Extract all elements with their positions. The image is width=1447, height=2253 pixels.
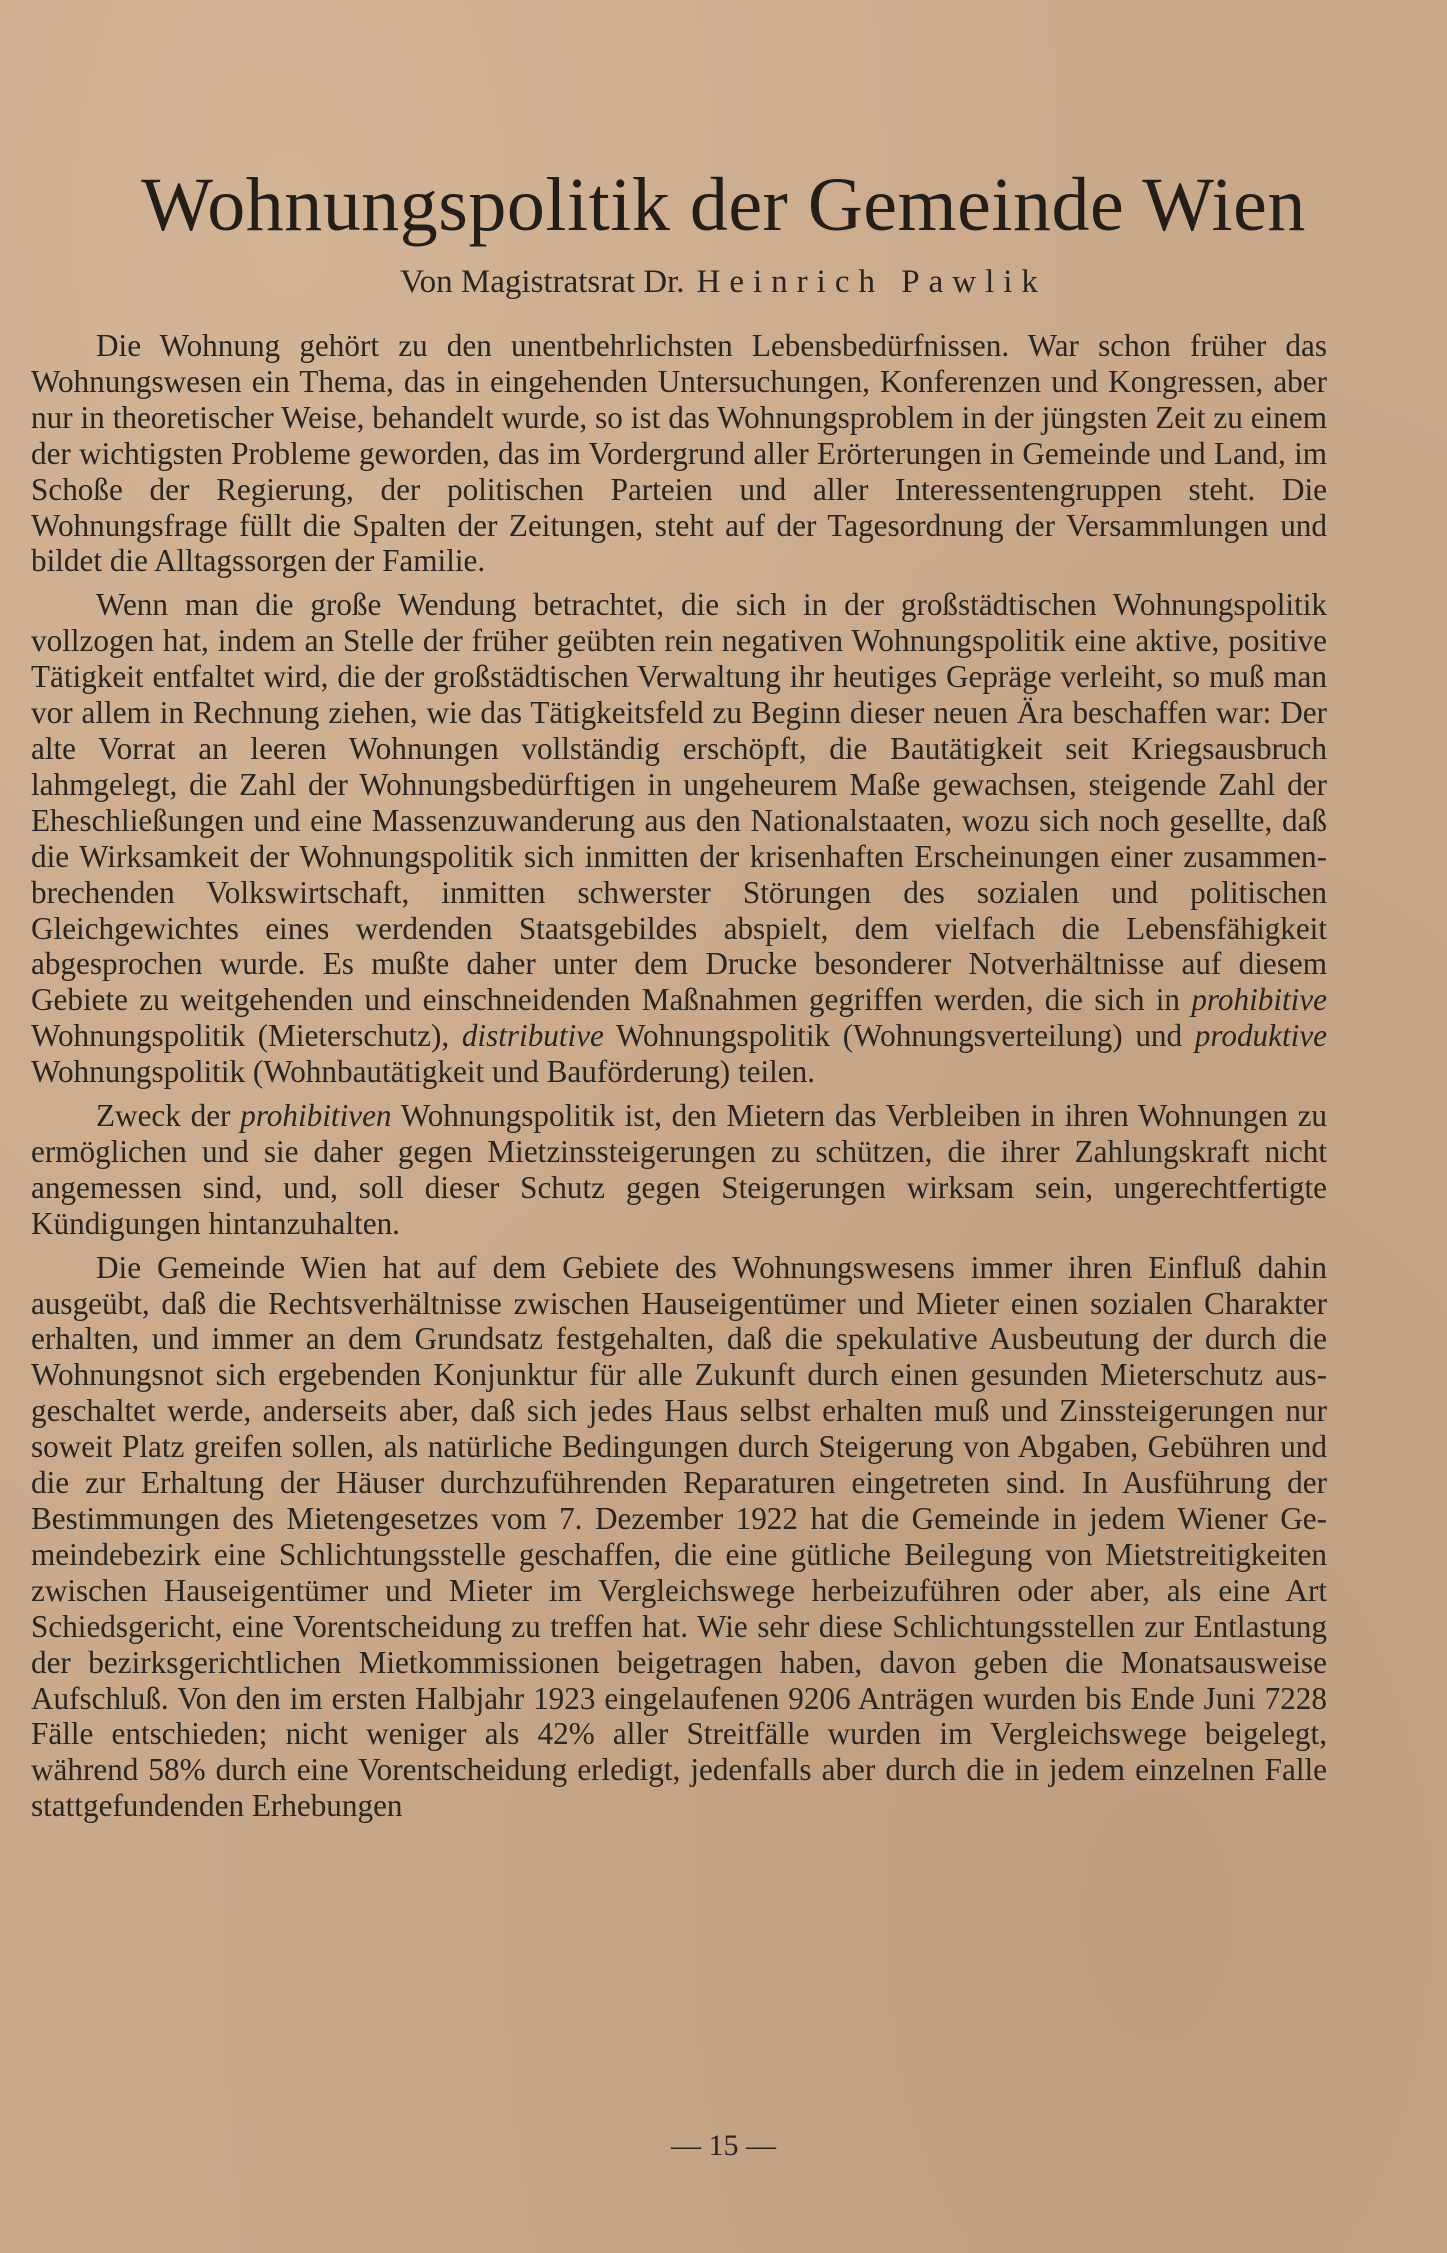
paragraph-1: Die Wohnung gehört zu den unentbehrlichsten Lebensbedürfnissen. War schon früher das Wohnungswesen ein Thema, das in eingehenden Untersuchungen, Konferenzen und Kongressen, aber nur in theoretischer Weise, behandelt wurde, so ist das Wohnungsproblem in der jüngsten Zeit zu einem der wichtigsten Probleme geworden, das im Vordergrund aller Erörterungen in Gemeinde und Land, im Schoße der Regierung, der politischen Parteien und aller Interessentengruppen steht. Die Wohnungsfrage füllt die Spalten der Zeitungen, steht auf der Tagesordnung der Versammlungen und bildet die Alltagssorgen der Familie.	[31, 328, 1327, 579]
paragraph-2	[31, 587, 1327, 1090]
emphasis-distributive: distributive	[461, 1018, 604, 1054]
paragraph-3-text-a: Zweck der	[96, 1098, 231, 1134]
paragraph-3-text-b: Wohnungspolitik ist, den Mietern das Verbleiben in ihren Wohnungen zu ermöglichen und sie daher gegen Mietzinssteigerungen zu schützen, die ihrer Zahlungskraft nicht angemessen sind, und, soll dieser Schutz gegen Steigerungen wirksam sein, ungerechtfertigte Kündigungen hintanzuhalten.	[31, 1098, 1328, 1241]
article-body	[31, 328, 1327, 1832]
page-number: — 15 —	[671, 2129, 776, 2162]
byline-prefix: Von Magistratsrat Dr.	[400, 264, 685, 300]
paragraph-2-text-d: Wohnungspolitik (Wohnbautätigkeit und Bauförderung) teilen.	[31, 1054, 816, 1090]
article-title: Wohnungspolitik der Gemeinde Wien	[141, 163, 1306, 247]
emphasis-prohibitive: prohibitive	[1191, 982, 1328, 1018]
emphasis-produktive: produktive	[1194, 1018, 1328, 1054]
paragraph-4: Die Gemeinde Wien hat auf dem Gebiete des Wohnungswesens immer ihren Einfluß dahin ausgeübt, daß die Rechtsverhältnisse zwischen Hauseigentümer und Mieter einen sozialen Charakter erhalten, und immer an dem Grundsatz festgehalten, daß die spekulative Ausbeutung der durch die Wohnungsnot sich ergebenden Konjunktur für alle Zukunft durch einen gesunden Mieterschutz ausgeschaltet werde, anderseits aber, daß sich jedes Haus selbst erhalten muß und Zinssteigerungen nur soweit Platz greifen sollen, als natürliche Bedingungen durch Steigerung von Abgaben, Gebühren und die zur Erhaltung der Häuser durchzuführenden Reparaturen eingetreten sind. In Ausführung der Bestimmungen des Mietengesetzes vom 7. Dezember 1922 hat die Gemeinde in jedem Wiener Gemeindebezirk eine Schlichtungsstelle geschaffen, die eine gütliche Beilegung von Mietstreitigkeiten zwischen Hauseigentümer und Mieter im Vergleichswege herbeizuführen oder aber, als eine Art Schiedsgericht, eine Vorentscheidung zu treffen hat. Wie sehr diese Schlichtungsstellen zur Entlastung der bezirksgerichtlichen Mietkommissionen beigetragen haben, davon geben die Monatsausweise Aufschluß. Von den im ersten Halbjahr 1923 eingelaufenen 9206 Anträgen wurden bis Ende Juni 7228 Fälle entschieden; nicht weniger als 42% aller Streitfälle wurden im Vergleichswege beigelegt, während 58% durch eine Vorentscheidung erledigt, jedenfalls aber durch die in jedem einzelnen Falle stattgefundenden Erhebungen	[31, 1249, 1327, 1824]
paragraph-2-text-c: Wohnungspolitik (Wohnungsverteilung) und	[616, 1018, 1183, 1054]
emphasis-prohibitiven: prohibitiven	[240, 1098, 392, 1134]
byline	[0, 262, 1447, 302]
paragraph-2-text-a: Wenn man die große Wendung betrachtet, die sich in der großstädtischen Wohnungspolitik vollzogen hat, indem an Stelle der früher geübten rein negativen Wohnungspolitik eine aktive, positive Tätigkeit entfaltet wird, die der großstädtischen Verwaltung ihr heutiges Gepräge verleiht, so muß man vor allem in Rechnung ziehen, wie das Tätigkeitsfeld zu Beginn dieser neuen Ära beschaffen war: Der alte Vorrat an leeren Wohnungen vollständig erschöpft, die Bautätigkeit seit Kriegsausbruch lahmgelegt, die Zahl der Wohnungsbedürftigen in ungeheurem Maße gewachsen, steigende Zahl der Eheschließungen und eine Massenzuwanderung aus den Nationalstaaten, wozu sich noch gesellte, daß die Wirksamkeit der Wohnungspolitik sich inmitten der krisenhaften Erscheinungen einer zusammenbrechenden Volkswirtschaft, inmitten schwerster Störungen des sozialen und politischen Gleichgewichtes eines werdenden Staatsgebildes abspielt, dem vielfach die Lebensfähigkeit abgesprochen wurde. Es mußte daher unter dem Drucke besonderer Notverhältnisse auf diesem Gebiete zu weitgehenden und einschneidenden Maßnahmen gegriffen werden, die sich in	[31, 587, 1327, 1018]
byline-author: Heinrich Pawlik	[696, 264, 1047, 300]
paragraph-2-text-b: Wohnungspolitik (Mieterschutz),	[31, 1018, 450, 1054]
paragraph-3	[31, 1098, 1327, 1242]
